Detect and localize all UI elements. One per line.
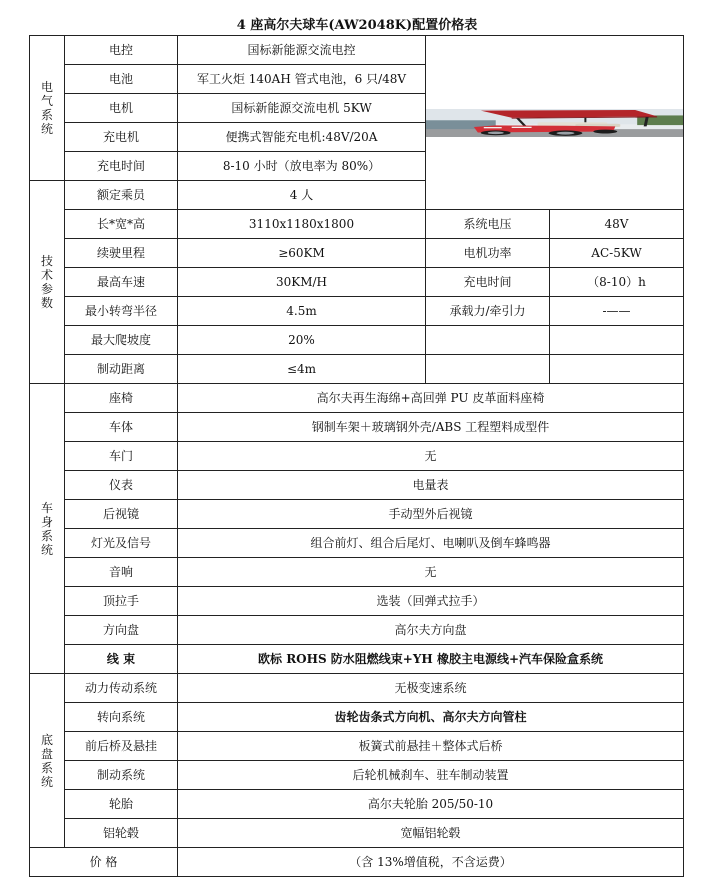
row-value: 高尔夫再生海绵+高回弹 PU 皮革面料座椅: [178, 384, 684, 413]
row-label: 最小转弯半径: [65, 297, 178, 326]
row-label-2: 电机功率: [426, 239, 550, 268]
row-value: 无: [178, 442, 684, 471]
row-value: 3110x1180x1800: [178, 210, 426, 239]
page-title: 4 座高尔夫球车(AW2048K)配置价格表: [236, 18, 478, 33]
row-value: 宽幅铝轮毂: [178, 819, 684, 848]
row-value: ≤4m: [178, 355, 426, 384]
row-label: 方向盘: [65, 616, 178, 645]
table-row: [30, 442, 684, 471]
price-row: [30, 848, 684, 877]
row-label-2: 承载力/牵引力: [426, 297, 550, 326]
row-label: 线 束: [65, 645, 178, 674]
row-value-2: [550, 326, 684, 355]
row-value: 国标新能源交流电控: [178, 36, 426, 65]
category-electrical: 电 气 系 统: [30, 36, 65, 181]
table-row: [30, 761, 684, 790]
table-row: [30, 36, 684, 65]
table-row: [30, 587, 684, 616]
table-row: [30, 326, 684, 355]
row-value-2: （8-10）h: [550, 268, 684, 297]
row-label: 灯光及信号: [65, 529, 178, 558]
row-value: 齿轮齿条式方向机、高尔夫方向管柱: [178, 703, 684, 732]
row-value-2: AC-5KW: [550, 239, 684, 268]
row-value: 4.5m: [178, 297, 426, 326]
row-label: 续驶里程: [65, 239, 178, 268]
price-label: 价 格: [30, 848, 178, 877]
row-label: 额定乘员: [65, 181, 178, 210]
row-label: 铝轮毂: [65, 819, 178, 848]
golf-cart-photo: [426, 36, 684, 210]
category-body: 车 身 系 统: [30, 384, 65, 674]
row-label: 制动系统: [65, 761, 178, 790]
row-label: 充电时间: [65, 152, 178, 181]
table-row: [30, 210, 684, 239]
row-value-2: [550, 355, 684, 384]
table-row: [30, 645, 684, 674]
row-label: 长*宽*高: [65, 210, 178, 239]
table-row: [30, 500, 684, 529]
row-label: 车体: [65, 413, 178, 442]
row-value: 20%: [178, 326, 426, 355]
row-value: 高尔夫轮胎 205/50-10: [178, 790, 684, 819]
row-label: 音响: [65, 558, 178, 587]
row-value: 手动型外后视镜: [178, 500, 684, 529]
row-label: 座椅: [65, 384, 178, 413]
row-value: 钢制车架＋玻璃钢外壳/ABS 工程塑料成型件: [178, 413, 684, 442]
row-label: 电机: [65, 94, 178, 123]
row-label: 电控: [65, 36, 178, 65]
table-row: [30, 239, 684, 268]
table-row: [30, 355, 684, 384]
row-value: 高尔夫方向盘: [178, 616, 684, 645]
table-row: [30, 616, 684, 645]
row-label-2: [426, 355, 550, 384]
table-row: [30, 732, 684, 761]
row-label: 电池: [65, 65, 178, 94]
table-row: [30, 471, 684, 500]
row-label: 前后桥及悬挂: [65, 732, 178, 761]
row-value: 电量表: [178, 471, 684, 500]
table-row: [30, 703, 684, 732]
row-value: 后轮机械刹车、驻车制动装置: [178, 761, 684, 790]
category-chassis: 底 盘 系 统: [30, 674, 65, 848]
row-label: 最大爬坡度: [65, 326, 178, 355]
golf-cart-image: [426, 109, 683, 137]
table-row: [30, 297, 684, 326]
row-value-2: -——: [550, 297, 684, 326]
row-label: 轮胎: [65, 790, 178, 819]
row-label: 充电机: [65, 123, 178, 152]
row-value: 国标新能源交流电机 5KW: [178, 94, 426, 123]
table-row: [30, 529, 684, 558]
row-value: 组合前灯、组合后尾灯、电喇叭及倒车蜂鸣器: [178, 529, 684, 558]
table-row: [30, 674, 684, 703]
row-value: 选装（回弹式拉手）: [178, 587, 684, 616]
row-value: 无: [178, 558, 684, 587]
row-label-2: 充电时间: [426, 268, 550, 297]
row-label: 制动距离: [65, 355, 178, 384]
row-label: 最高车速: [65, 268, 178, 297]
row-label-2: [426, 326, 550, 355]
row-value: 欧标 ROHS 防水阻燃线束+YH 橡胶主电源线+汽车保险盒系统: [178, 645, 684, 674]
row-value: 8-10 小时（放电率为 80%）: [178, 152, 426, 181]
row-label: 转向系统: [65, 703, 178, 732]
row-label: 仪表: [65, 471, 178, 500]
row-value: 军工火炬 140AH 管式电池，6 只/48V: [178, 65, 426, 94]
row-value: ≥60KM: [178, 239, 426, 268]
row-label: 顶拉手: [65, 587, 178, 616]
row-value: 4 人: [178, 181, 426, 210]
table-row: [30, 790, 684, 819]
row-value: 便携式智能充电机:48V/20A: [178, 123, 426, 152]
table-row: [30, 384, 684, 413]
row-label-2: 系统电压: [426, 210, 550, 239]
row-label: 后视镜: [65, 500, 178, 529]
table-row: [30, 819, 684, 848]
row-value: 30KM/H: [178, 268, 426, 297]
row-label: 动力传动系统: [65, 674, 178, 703]
config-price-table: [29, 35, 684, 877]
row-label: 车门: [65, 442, 178, 471]
table-row: [30, 558, 684, 587]
table-row: [30, 413, 684, 442]
price-value: （含 13%增值税，不含运费）: [178, 848, 684, 877]
table-row: [30, 268, 684, 297]
category-technical: 技 术 参 数: [30, 181, 65, 384]
row-value: 板簧式前悬挂＋整体式后桥: [178, 732, 684, 761]
row-value: 无极变速系统: [178, 674, 684, 703]
row-value-2: 48V: [550, 210, 684, 239]
